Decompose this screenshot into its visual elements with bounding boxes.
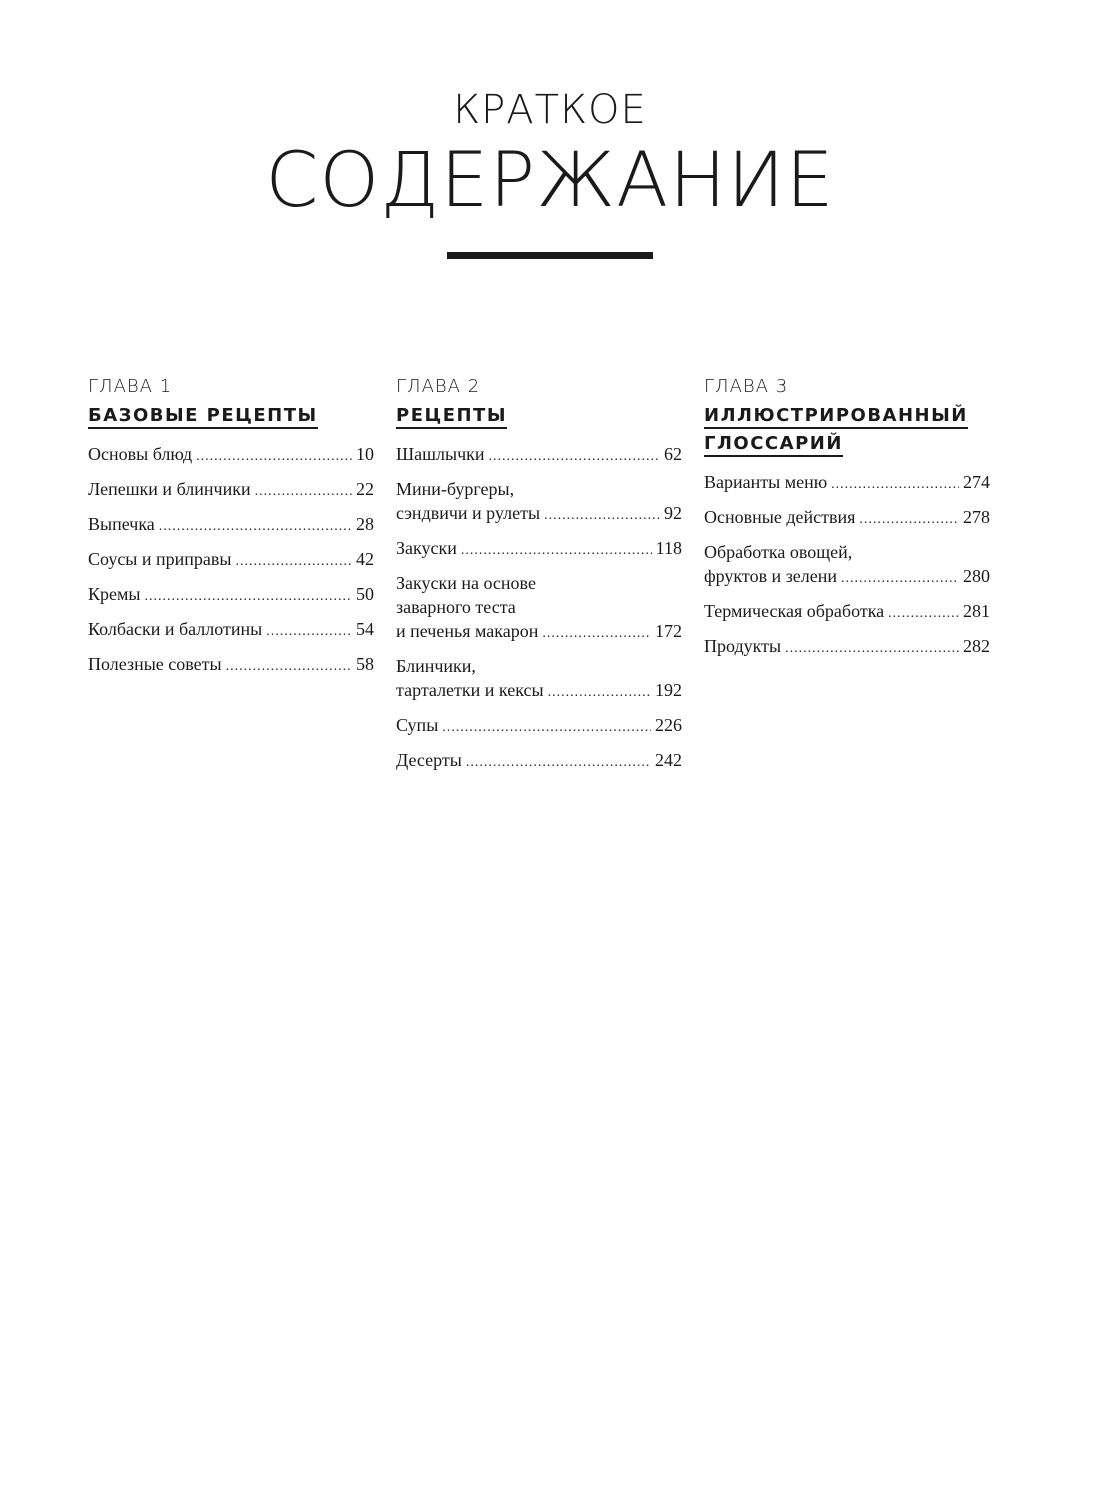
chapter-title-text: БАЗОВЫЕ РЕЦЕПТЫ bbox=[88, 405, 318, 429]
dot-leader bbox=[831, 473, 959, 497]
toc-entry[interactable] bbox=[88, 652, 374, 679]
toc-entry-text: фруктов и зелени bbox=[704, 566, 838, 586]
chapter-label: ГЛАВА 2 bbox=[396, 376, 481, 397]
toc-entry[interactable] bbox=[396, 571, 682, 646]
toc-entry[interactable] bbox=[396, 442, 682, 469]
page-header bbox=[0, 86, 1100, 259]
toc-entry-text: и печенья макарон bbox=[396, 621, 539, 641]
toc-entry-line bbox=[396, 536, 682, 563]
toc-entry-line bbox=[704, 505, 990, 532]
toc-page-number: 42 bbox=[356, 549, 374, 569]
toc-entry-line bbox=[88, 582, 374, 609]
toc-entry-text: заварного теста bbox=[396, 597, 516, 617]
toc-page-number: 58 bbox=[356, 654, 374, 674]
toc-entry-line bbox=[704, 599, 990, 626]
toc-entry-line bbox=[396, 678, 682, 705]
toc-entry[interactable] bbox=[704, 634, 990, 661]
toc-entry-text: Обработка овощей, bbox=[704, 542, 853, 562]
dot-leader bbox=[226, 655, 352, 679]
toc-entry-text: Основные действия bbox=[704, 507, 856, 527]
toc-entry-text: Закуски bbox=[396, 538, 457, 558]
dot-leader bbox=[236, 550, 352, 574]
chapter-title bbox=[396, 402, 682, 430]
chapter-2 bbox=[396, 376, 682, 783]
toc-page-number: 278 bbox=[963, 507, 990, 527]
toc-page-number: 22 bbox=[356, 479, 374, 499]
toc-entry-text: Кремы bbox=[88, 584, 141, 604]
toc-entry[interactable] bbox=[88, 442, 374, 469]
toc-page-number: 282 bbox=[963, 636, 990, 656]
toc-page-number: 50 bbox=[356, 584, 374, 604]
toc-page-number: 92 bbox=[664, 503, 682, 523]
dot-leader bbox=[489, 445, 660, 469]
dot-leader bbox=[544, 504, 660, 528]
dot-leader bbox=[888, 602, 959, 626]
toc-entry[interactable] bbox=[396, 713, 682, 740]
chapter-label: ГЛАВА 1 bbox=[88, 376, 173, 397]
title-divider bbox=[447, 252, 653, 259]
dot-leader bbox=[859, 508, 959, 532]
toc-entry-text: Соусы и приправы bbox=[88, 549, 232, 569]
dot-leader bbox=[785, 637, 959, 661]
toc-entry-text: Лепешки и блинчики bbox=[88, 479, 251, 499]
toc-entry-text: Блинчики, bbox=[396, 656, 476, 676]
dot-leader bbox=[144, 585, 352, 609]
toc-entry[interactable] bbox=[88, 582, 374, 609]
toc-page-number: 28 bbox=[356, 514, 374, 534]
toc-entry-text: Полезные советы bbox=[88, 654, 222, 674]
toc-page-number: 192 bbox=[655, 680, 682, 700]
toc-entry-line bbox=[396, 501, 682, 528]
toc-entry-text: Варианты меню bbox=[704, 472, 828, 492]
dot-leader bbox=[442, 716, 651, 740]
toc-entry-text: Основы блюд bbox=[88, 444, 193, 464]
toc-entry-line bbox=[88, 512, 374, 539]
toc-entry-text: Колбаски и баллотины bbox=[88, 619, 263, 639]
toc-list bbox=[88, 442, 374, 679]
toc-entry-line bbox=[704, 564, 990, 591]
toc-page-number: 281 bbox=[963, 601, 990, 621]
toc-entry-line bbox=[88, 547, 374, 574]
toc-list bbox=[704, 470, 990, 661]
toc-page-number: 274 bbox=[963, 472, 990, 492]
dot-leader bbox=[542, 622, 651, 646]
toc-entry-line bbox=[88, 652, 374, 679]
toc-entry-text: сэндвичи и рулеты bbox=[396, 503, 541, 523]
dot-leader bbox=[461, 539, 652, 563]
chapter-label: ГЛАВА 3 bbox=[704, 376, 789, 397]
toc-entry[interactable] bbox=[396, 654, 682, 705]
toc-page-number: 226 bbox=[655, 715, 682, 735]
toc-entry[interactable] bbox=[88, 477, 374, 504]
toc-entry[interactable] bbox=[88, 617, 374, 644]
toc-entry[interactable] bbox=[704, 470, 990, 497]
toc-entry[interactable] bbox=[704, 599, 990, 626]
chapter-title-line2: ГЛОССАРИЙ bbox=[704, 433, 843, 457]
toc-page-number: 172 bbox=[655, 621, 682, 641]
toc-entry[interactable] bbox=[704, 505, 990, 532]
chapter-title bbox=[704, 402, 990, 458]
toc-entry-text: тарталетки и кексы bbox=[396, 680, 544, 700]
toc-entry-line bbox=[704, 470, 990, 497]
dot-leader bbox=[266, 620, 352, 644]
toc-page-number: 54 bbox=[356, 619, 374, 639]
toc-entry-text: Супы bbox=[396, 715, 439, 735]
toc-entry[interactable] bbox=[396, 477, 682, 528]
toc-entry-line bbox=[88, 617, 374, 644]
toc-page-number: 280 bbox=[963, 566, 990, 586]
toc-entry-line bbox=[396, 619, 682, 646]
toc-entry-text: Выпечка bbox=[88, 514, 155, 534]
toc-entry[interactable] bbox=[88, 512, 374, 539]
toc-entry-text: Продукты bbox=[704, 636, 782, 656]
toc-entry-text: Десерты bbox=[396, 750, 462, 770]
toc-page-number: 242 bbox=[655, 750, 682, 770]
toc-entry[interactable] bbox=[88, 547, 374, 574]
page-title-line1: КРАТКОЕ bbox=[453, 87, 647, 133]
toc-entry-text: Термическая обработка bbox=[704, 601, 885, 621]
dot-leader bbox=[548, 681, 651, 705]
toc-entry-line bbox=[88, 477, 374, 504]
dot-leader bbox=[841, 567, 959, 591]
toc-entry-line bbox=[88, 442, 374, 469]
page-title-line2: СОДЕРЖАНИЕ bbox=[265, 135, 835, 224]
toc-entry-text: Шашлычки bbox=[396, 444, 485, 464]
toc-entry[interactable] bbox=[704, 540, 990, 591]
dot-leader bbox=[159, 515, 352, 539]
dot-leader bbox=[255, 480, 352, 504]
toc-entry[interactable] bbox=[396, 748, 682, 775]
chapter-title bbox=[88, 402, 374, 430]
toc-page-number: 118 bbox=[655, 538, 682, 558]
toc-entry-line bbox=[396, 442, 682, 469]
toc-entry[interactable] bbox=[396, 536, 682, 563]
dot-leader bbox=[466, 751, 651, 775]
toc-page-number: 10 bbox=[356, 444, 374, 464]
toc-entry-text: Закуски на основе bbox=[396, 573, 536, 593]
chapter-3 bbox=[704, 376, 990, 669]
chapter-title-line1: ИЛЛЮСТРИРОВАННЫЙ bbox=[704, 405, 968, 429]
toc-entry-line bbox=[396, 713, 682, 740]
chapter-title-text: РЕЦЕПТЫ bbox=[396, 405, 507, 429]
toc-page-number: 62 bbox=[664, 444, 682, 464]
toc-entry-text: Мини-бургеры, bbox=[396, 479, 515, 499]
toc-list bbox=[396, 442, 682, 775]
toc-entry-line bbox=[396, 748, 682, 775]
dot-leader bbox=[196, 445, 352, 469]
toc-entry-line bbox=[704, 634, 990, 661]
chapter-1 bbox=[88, 376, 374, 687]
